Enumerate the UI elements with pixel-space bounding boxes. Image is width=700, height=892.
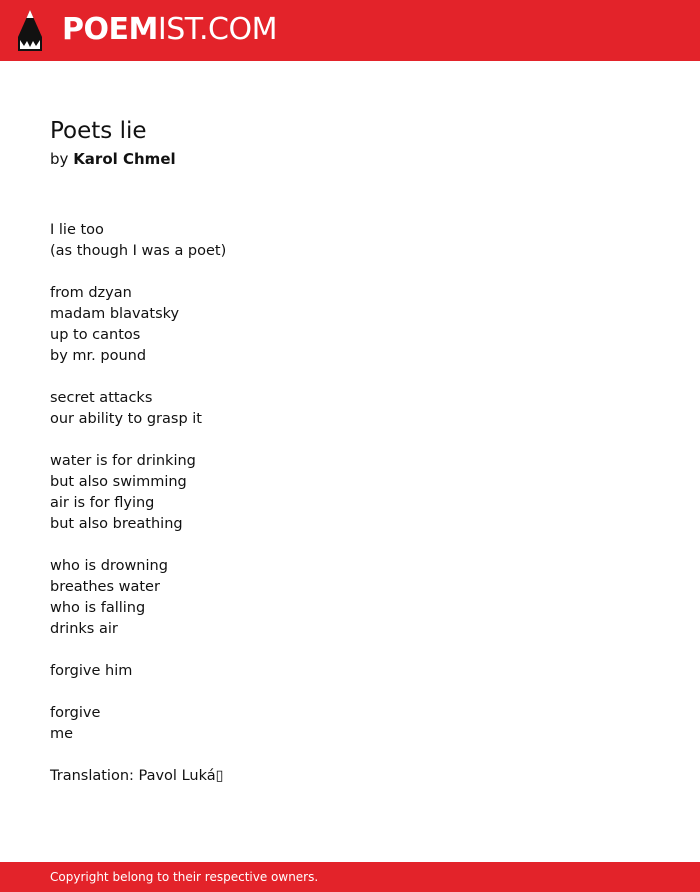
poem-line: up to cantos (50, 327, 141, 343)
poem-line: forgive (50, 705, 101, 721)
site-footer (0, 862, 700, 892)
stanza (50, 388, 650, 430)
author-name: Karol Chmel (73, 150, 176, 168)
stanza (50, 283, 650, 367)
poem-line: breathes water (50, 579, 160, 595)
poem-line: (as though I was a poet) (50, 243, 227, 259)
stanza (50, 661, 650, 682)
pencil-tip-icon[interactable] (18, 10, 42, 51)
poem-line: secret attacks (50, 390, 153, 406)
poem-line: our ability to grasp it (50, 411, 202, 427)
stanza (50, 556, 650, 640)
poem-line: air is for flying (50, 495, 155, 511)
poem-line: water is for drinking (50, 453, 196, 469)
poem-line: who is drowning (50, 558, 168, 574)
poem-line: me (50, 726, 74, 742)
logo-bold-text: POEM (62, 12, 158, 47)
poem-line: who is falling (50, 600, 146, 616)
poem-title: Poets lie (50, 118, 147, 144)
poem-line: but also breathing (50, 516, 183, 532)
stanza (50, 703, 650, 745)
poem-line: forgive him (50, 663, 133, 679)
poem-line: drinks air (50, 621, 118, 637)
logo-thin-text: IST.COM (157, 12, 277, 47)
site-header (0, 0, 700, 61)
poem-content (50, 114, 650, 808)
stanza (50, 220, 650, 262)
poem-line: from dzyan (50, 285, 132, 301)
poem-line: by mr. pound (50, 348, 147, 364)
stanza (50, 451, 650, 535)
poem-line: madam blavatsky (50, 306, 180, 322)
poem-line: I lie too (50, 222, 104, 238)
poem-line: Translation: Pavol Luká▯ (50, 768, 224, 784)
copyright-text: Copyright belong to their respective owners. (50, 870, 319, 884)
translation-credit (50, 766, 650, 787)
by-label: by (50, 150, 69, 168)
site-logo[interactable] (62, 10, 277, 50)
poem-body (50, 220, 650, 787)
poem-line: but also swimming (50, 474, 187, 490)
poem-byline (50, 148, 650, 170)
